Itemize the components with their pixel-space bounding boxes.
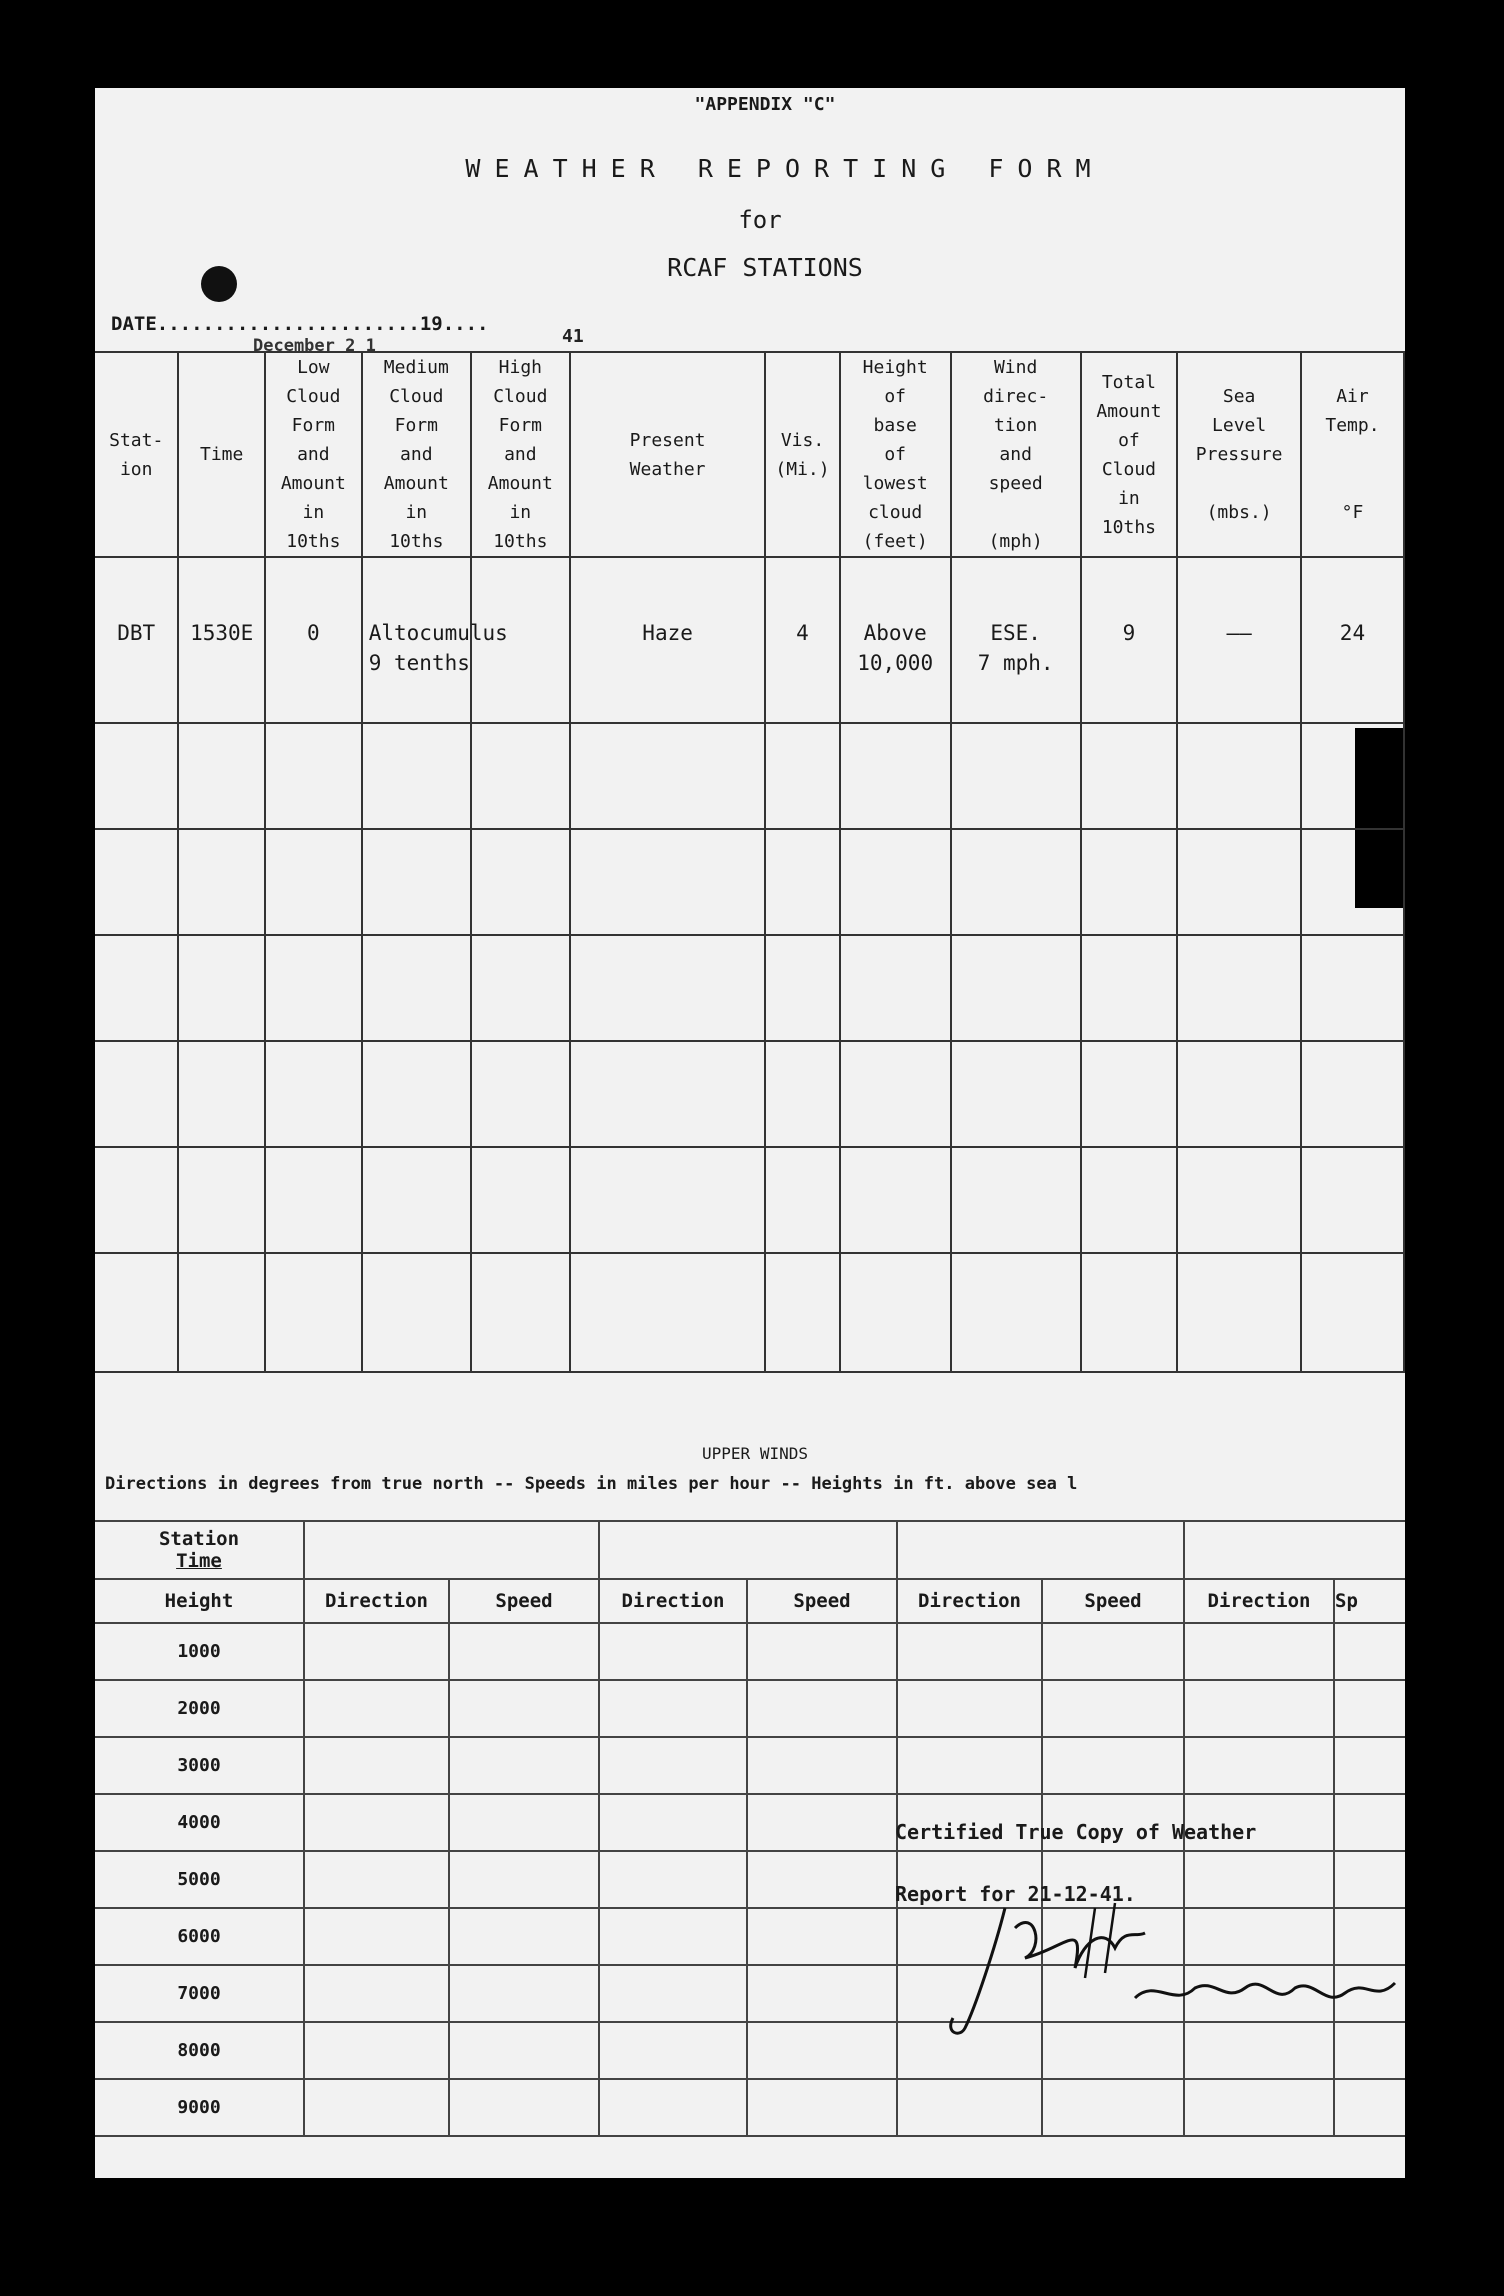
table-cell: 24 [1301,557,1404,723]
col-header: Wind direc- tion and speed (mph) [951,352,1081,557]
table-row [95,1253,1404,1372]
speed-header: Speed [1042,1579,1184,1623]
table-cell: 4 [765,557,839,723]
table-row [95,1147,1404,1253]
table-row [95,1680,1405,1737]
form-for: for [738,206,782,234]
date-value: December 2 1 [253,336,376,356]
station-time-header [95,1521,304,1579]
table-cell: ESE. 7 mph. [951,557,1081,723]
punch-hole [201,266,237,302]
col-header: Low Cloud Form and Amount in 10ths [265,352,362,557]
direction-header: Direction [304,1579,449,1623]
winds-header-row [95,1521,1405,1579]
speed-header: Speed [747,1579,897,1623]
height-header: Height [95,1579,304,1623]
table-cell: —— [1177,557,1301,723]
col-header: Medium Cloud Form and Amount in 10ths [362,352,471,557]
height-cell: 3000 [95,1737,304,1794]
table-row [95,935,1404,1041]
height-cell: 9000 [95,2079,304,2136]
col-header: Sea Level Pressure (mbs.) [1177,352,1301,557]
certification-line-2: Report for 21-12-41. [895,1882,1136,1906]
table-row [95,1623,1405,1680]
height-cell: 4000 [95,1794,304,1851]
table-cell: 1530E [178,557,265,723]
speed-header: Speed [449,1579,599,1623]
height-cell: 7000 [95,1965,304,2022]
table-row [95,829,1404,935]
table-row [95,2079,1405,2136]
table-cell: Altocumulus 9 tenths [362,557,471,723]
height-cell: 5000 [95,1851,304,1908]
handwritten-signature [935,1888,1405,2048]
form-subtitle: RCAF STATIONS [667,253,863,282]
table-row [95,723,1404,829]
height-cell: 2000 [95,1680,304,1737]
col-header: Present Weather [570,352,766,557]
year-value: 41 [562,326,584,347]
direction-header: Direction [897,1579,1042,1623]
table-cell: 0 [265,557,362,723]
weather-form-page [95,88,1405,2178]
winds-subheader-row [95,1579,1405,1623]
height-cell: 8000 [95,2022,304,2079]
appendix-label: "APPENDIX "C" [694,94,836,115]
upper-winds-title: UPPER WINDS [702,1444,808,1463]
col-header: Height of base of lowest cloud (feet) [840,352,951,557]
direction-header: Direction [599,1579,747,1623]
station-block [897,1521,1184,1579]
table-row [95,557,1404,723]
height-cell: 6000 [95,1908,304,1965]
col-header: Air Temp. °F [1301,352,1404,557]
col-header: Total Amount of Cloud in 10ths [1081,352,1178,557]
certification-line-1: Certified True Copy of Weather [895,1820,1257,1844]
upper-winds-subtitle: Directions in degrees from true north -- Speeds in miles per hour -- Heights in ft. above sea l [105,1474,1078,1494]
station-label: Station [158,1528,240,1550]
table-cell: Haze [570,557,766,723]
station-block [599,1521,897,1579]
station-block [1184,1521,1405,1579]
table-cell: DBT [95,557,178,723]
col-header: Time [178,352,265,557]
height-cell: 1000 [95,1623,304,1680]
col-header: Vis. (Mi.) [765,352,839,557]
station-block [304,1521,599,1579]
observation-header-row [95,352,1404,557]
table-cell: Above 10,000 [840,557,951,723]
table-row [95,1041,1404,1147]
speed-header: Sp [1334,1579,1405,1623]
form-title: WEATHER REPORTING FORM [465,154,1105,183]
col-header: Stat- ion [95,352,178,557]
time-label: Time [176,1550,222,1572]
observation-table [95,351,1405,1373]
direction-header: Direction [1184,1579,1334,1623]
table-row [95,1737,1405,1794]
table-cell: 9 [1081,557,1178,723]
col-header: High Cloud Form and Amount in 10ths [471,352,570,557]
date-line: DATE.......................19.... [111,313,489,335]
